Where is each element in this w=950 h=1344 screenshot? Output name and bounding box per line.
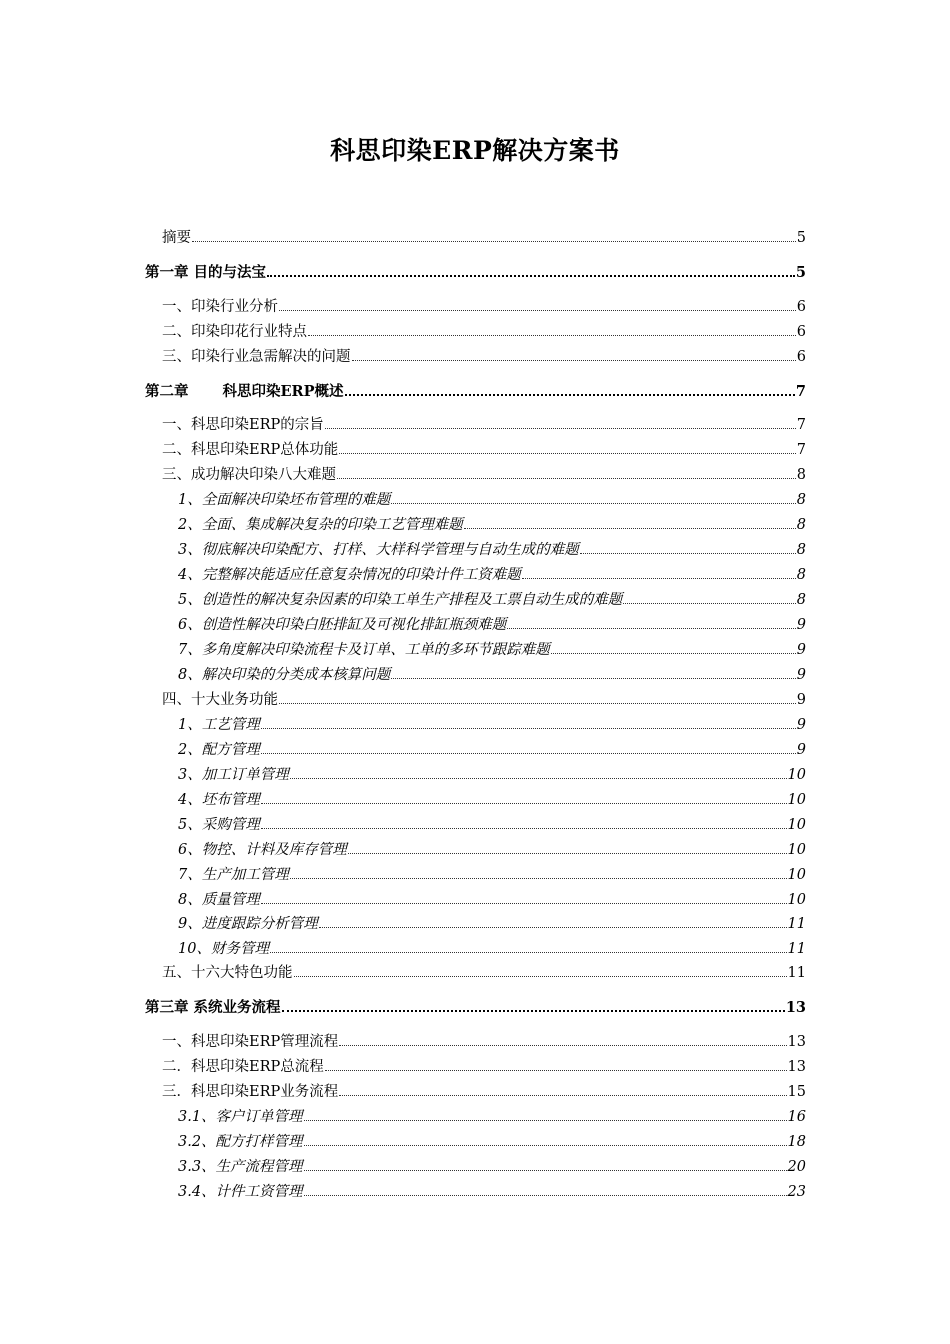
dot-leader bbox=[391, 666, 796, 679]
toc-entry-label: 5、创造性的解决复杂因素的印染工单生产排程及工票自动生成的难题 bbox=[178, 592, 623, 608]
dot-leader bbox=[551, 641, 796, 654]
dot-leader bbox=[522, 566, 796, 579]
toc-page-number: 5 bbox=[796, 230, 806, 246]
toc-page-number: 9 bbox=[796, 617, 806, 633]
toc-page-number: 11 bbox=[787, 916, 806, 932]
toc-entry[interactable] bbox=[178, 841, 806, 859]
dot-leader bbox=[507, 616, 796, 629]
toc-page-number: 15 bbox=[787, 1084, 806, 1100]
toc-entry-label: 摘要 bbox=[162, 230, 191, 246]
toc-chapter-entry[interactable] bbox=[145, 382, 806, 400]
toc-page-number: 10 bbox=[787, 867, 806, 883]
toc-entry[interactable] bbox=[178, 1158, 806, 1176]
dot-leader bbox=[325, 416, 796, 429]
dot-leader bbox=[279, 691, 796, 704]
toc-page-number: 9 bbox=[796, 692, 806, 708]
toc-entry-label: 三．科思印染ERP业务流程 bbox=[162, 1084, 339, 1100]
toc-entry[interactable] bbox=[162, 691, 806, 709]
toc-page-number: 13 bbox=[787, 1059, 806, 1075]
toc-entry[interactable] bbox=[162, 1058, 806, 1076]
toc-entry-label: 2、配方管理 bbox=[178, 742, 260, 758]
toc-page-number: 7 bbox=[796, 442, 806, 458]
dot-leader bbox=[391, 491, 796, 504]
toc-entry-label: 一、科思印染ERP管理流程 bbox=[162, 1034, 339, 1050]
toc-entry-label: 四、十大业务功能 bbox=[162, 692, 278, 708]
toc-entry-label: 8、质量管理 bbox=[178, 892, 260, 908]
toc-chapter-entry[interactable] bbox=[145, 998, 806, 1016]
dot-leader bbox=[304, 1108, 787, 1121]
dot-leader bbox=[282, 998, 785, 1012]
toc-page-number: 8 bbox=[796, 517, 806, 533]
toc-entry[interactable] bbox=[178, 866, 806, 884]
dot-leader bbox=[339, 1033, 786, 1046]
toc-page-number: 23 bbox=[787, 1184, 806, 1200]
toc-entry[interactable] bbox=[162, 323, 806, 341]
dot-leader bbox=[304, 1183, 787, 1196]
dot-leader bbox=[352, 348, 796, 361]
toc-entry-label: 3.3、生产流程管理 bbox=[178, 1159, 303, 1175]
toc-entry[interactable] bbox=[162, 1083, 806, 1101]
dot-leader bbox=[623, 591, 796, 604]
toc-entry[interactable] bbox=[162, 416, 806, 434]
toc-page-number: 11 bbox=[787, 965, 806, 981]
toc-entry-label: 一、科思印染ERP的宗旨 bbox=[162, 417, 324, 433]
toc-entry[interactable] bbox=[178, 915, 806, 933]
dot-leader bbox=[319, 915, 787, 928]
dot-leader bbox=[304, 1158, 787, 1171]
toc-page-number: 9 bbox=[796, 742, 806, 758]
toc-entry[interactable] bbox=[178, 616, 806, 634]
toc-entry[interactable] bbox=[178, 741, 806, 759]
toc-entry[interactable] bbox=[162, 1033, 806, 1051]
toc-entry-label: 3.1、客户订单管理 bbox=[178, 1109, 303, 1125]
toc-entry-label: 五、十六大特色功能 bbox=[162, 965, 293, 981]
toc-entry[interactable] bbox=[178, 1108, 806, 1126]
toc-entry[interactable] bbox=[178, 591, 806, 609]
toc-page-number: 8 bbox=[796, 542, 806, 558]
dot-leader bbox=[348, 841, 787, 854]
dot-leader bbox=[279, 298, 796, 311]
document-title: 科思印染ERP解决方案书 bbox=[330, 136, 620, 165]
toc-page-number: 18 bbox=[787, 1134, 806, 1150]
dot-leader bbox=[261, 791, 787, 804]
dot-leader bbox=[267, 263, 795, 277]
dot-leader bbox=[339, 1083, 786, 1096]
toc-entry-label: 3、彻底解决印染配方、打样、大样科学管理与自动生成的难题 bbox=[178, 542, 579, 558]
dot-leader bbox=[261, 891, 787, 904]
toc-page-number: 8 bbox=[796, 592, 806, 608]
toc-page-number: 16 bbox=[787, 1109, 806, 1125]
toc-entry-label: 三、印染行业急需解决的问题 bbox=[162, 349, 351, 365]
toc-page-number: 10 bbox=[787, 792, 806, 808]
chapter-number: 第二章 bbox=[145, 383, 189, 400]
toc-entry[interactable] bbox=[178, 816, 806, 834]
toc-chapter-entry[interactable] bbox=[145, 263, 806, 281]
toc-page-number: 8 bbox=[796, 567, 806, 583]
toc-entry[interactable] bbox=[178, 716, 806, 734]
toc-page-number: 13 bbox=[785, 999, 806, 1016]
toc-entry[interactable] bbox=[162, 441, 806, 459]
toc-entry-label: 二、印染印花行业特点 bbox=[162, 324, 307, 340]
toc-page-number: 10 bbox=[787, 892, 806, 908]
dot-leader bbox=[290, 766, 787, 779]
dot-leader bbox=[294, 964, 787, 977]
toc-page-number: 7 bbox=[796, 417, 806, 433]
toc-entry[interactable] bbox=[178, 491, 806, 509]
toc-entry-label: 4、完整解决能适应任意复杂情况的印染计件工资难题 bbox=[178, 567, 521, 583]
dot-leader bbox=[261, 816, 787, 829]
toc-entry-label: 6、创造性解决印染白胚排缸及可视化排缸瓶颈难题 bbox=[178, 617, 507, 633]
toc-entry[interactable] bbox=[162, 229, 806, 247]
dot-leader bbox=[270, 940, 787, 953]
dot-leader bbox=[345, 382, 795, 396]
chapter-title: 科思印染ERP概述 bbox=[222, 383, 344, 400]
dot-leader bbox=[325, 1058, 787, 1071]
toc-entry-label: 第一章 目的与法宝 bbox=[145, 264, 267, 281]
toc-page-number: 6 bbox=[796, 349, 806, 365]
toc-entry-label: 9、进度跟踪分析管理 bbox=[178, 916, 318, 932]
toc-entry-label: 7、生产加工管理 bbox=[178, 867, 289, 883]
dot-leader bbox=[261, 716, 796, 729]
toc-entry-label: 7、多角度解决印染流程卡及订单、工单的多环节跟踪难题 bbox=[178, 642, 550, 658]
toc-entry[interactable] bbox=[162, 298, 806, 316]
toc-entry[interactable] bbox=[178, 791, 806, 809]
dot-leader bbox=[308, 323, 796, 336]
toc-entry[interactable] bbox=[178, 891, 806, 909]
toc-entry[interactable] bbox=[178, 516, 806, 534]
dot-leader bbox=[290, 866, 787, 879]
toc-entry[interactable] bbox=[178, 1133, 806, 1151]
toc-page-number: 8 bbox=[796, 492, 806, 508]
toc-entry[interactable] bbox=[162, 466, 806, 484]
toc-entry-label: 10、财务管理 bbox=[178, 941, 269, 957]
toc-page-number: 6 bbox=[796, 299, 806, 315]
dot-leader bbox=[580, 541, 796, 554]
dot-leader bbox=[337, 466, 796, 479]
toc-entry-label: 3.4、计件工资管理 bbox=[178, 1184, 303, 1200]
toc-entry-label: 2、全面、集成解决复杂的印染工艺管理难题 bbox=[178, 517, 463, 533]
toc-entry[interactable] bbox=[162, 964, 806, 982]
toc-page-number: 9 bbox=[796, 667, 806, 683]
toc-page-number: 5 bbox=[795, 264, 806, 281]
toc-page-number: 7 bbox=[795, 383, 806, 400]
toc-page-number: 13 bbox=[787, 1034, 806, 1050]
toc-entry-label: 一、印染行业分析 bbox=[162, 299, 278, 315]
toc-entry-label: 3.2、配方打样管理 bbox=[178, 1134, 303, 1150]
toc-entry[interactable] bbox=[178, 766, 806, 784]
toc-page-number: 11 bbox=[787, 941, 806, 957]
dot-leader bbox=[464, 516, 796, 529]
toc-page-number: 9 bbox=[796, 642, 806, 658]
toc-page-number: 9 bbox=[796, 717, 806, 733]
toc-page-number: 8 bbox=[796, 467, 806, 483]
toc-entry-label: 5、采购管理 bbox=[178, 817, 260, 833]
dot-leader bbox=[304, 1133, 787, 1146]
toc-entry-label: 二、科思印染ERP总体功能 bbox=[162, 442, 339, 458]
toc-page-number: 10 bbox=[787, 842, 806, 858]
toc-page-number: 6 bbox=[796, 324, 806, 340]
toc-entry-label: 1、全面解决印染坯布管理的难题 bbox=[178, 492, 391, 508]
toc-entry-label: 6、物控、计料及库存管理 bbox=[178, 842, 347, 858]
toc-entry-label: 1、工艺管理 bbox=[178, 717, 260, 733]
toc-page-number: 20 bbox=[787, 1159, 806, 1175]
toc-entry-label: 二．科思印染ERP总流程 bbox=[162, 1059, 324, 1075]
toc-entry[interactable] bbox=[178, 940, 806, 958]
toc-entry-label: 4、坯布管理 bbox=[178, 792, 260, 808]
toc-entry-label bbox=[145, 383, 344, 401]
toc-entry-label: 三、成功解决印染八大难题 bbox=[162, 467, 336, 483]
toc-entry-label: 第三章 系统业务流程 bbox=[145, 999, 281, 1016]
toc-entry[interactable] bbox=[178, 666, 806, 684]
dot-leader bbox=[192, 229, 796, 242]
toc-entry[interactable] bbox=[178, 641, 806, 659]
dot-leader bbox=[339, 441, 796, 454]
toc-entry[interactable] bbox=[162, 348, 806, 366]
toc-entry[interactable] bbox=[178, 1183, 806, 1201]
toc-entry[interactable] bbox=[178, 541, 806, 559]
toc-page-number: 10 bbox=[787, 767, 806, 783]
toc-entry-label: 8、解决印染的分类成本核算问题 bbox=[178, 667, 391, 683]
toc-page-number: 10 bbox=[787, 817, 806, 833]
toc-entry[interactable] bbox=[178, 566, 806, 584]
dot-leader bbox=[261, 741, 796, 754]
toc-entry-label: 3、加工订单管理 bbox=[178, 767, 289, 783]
